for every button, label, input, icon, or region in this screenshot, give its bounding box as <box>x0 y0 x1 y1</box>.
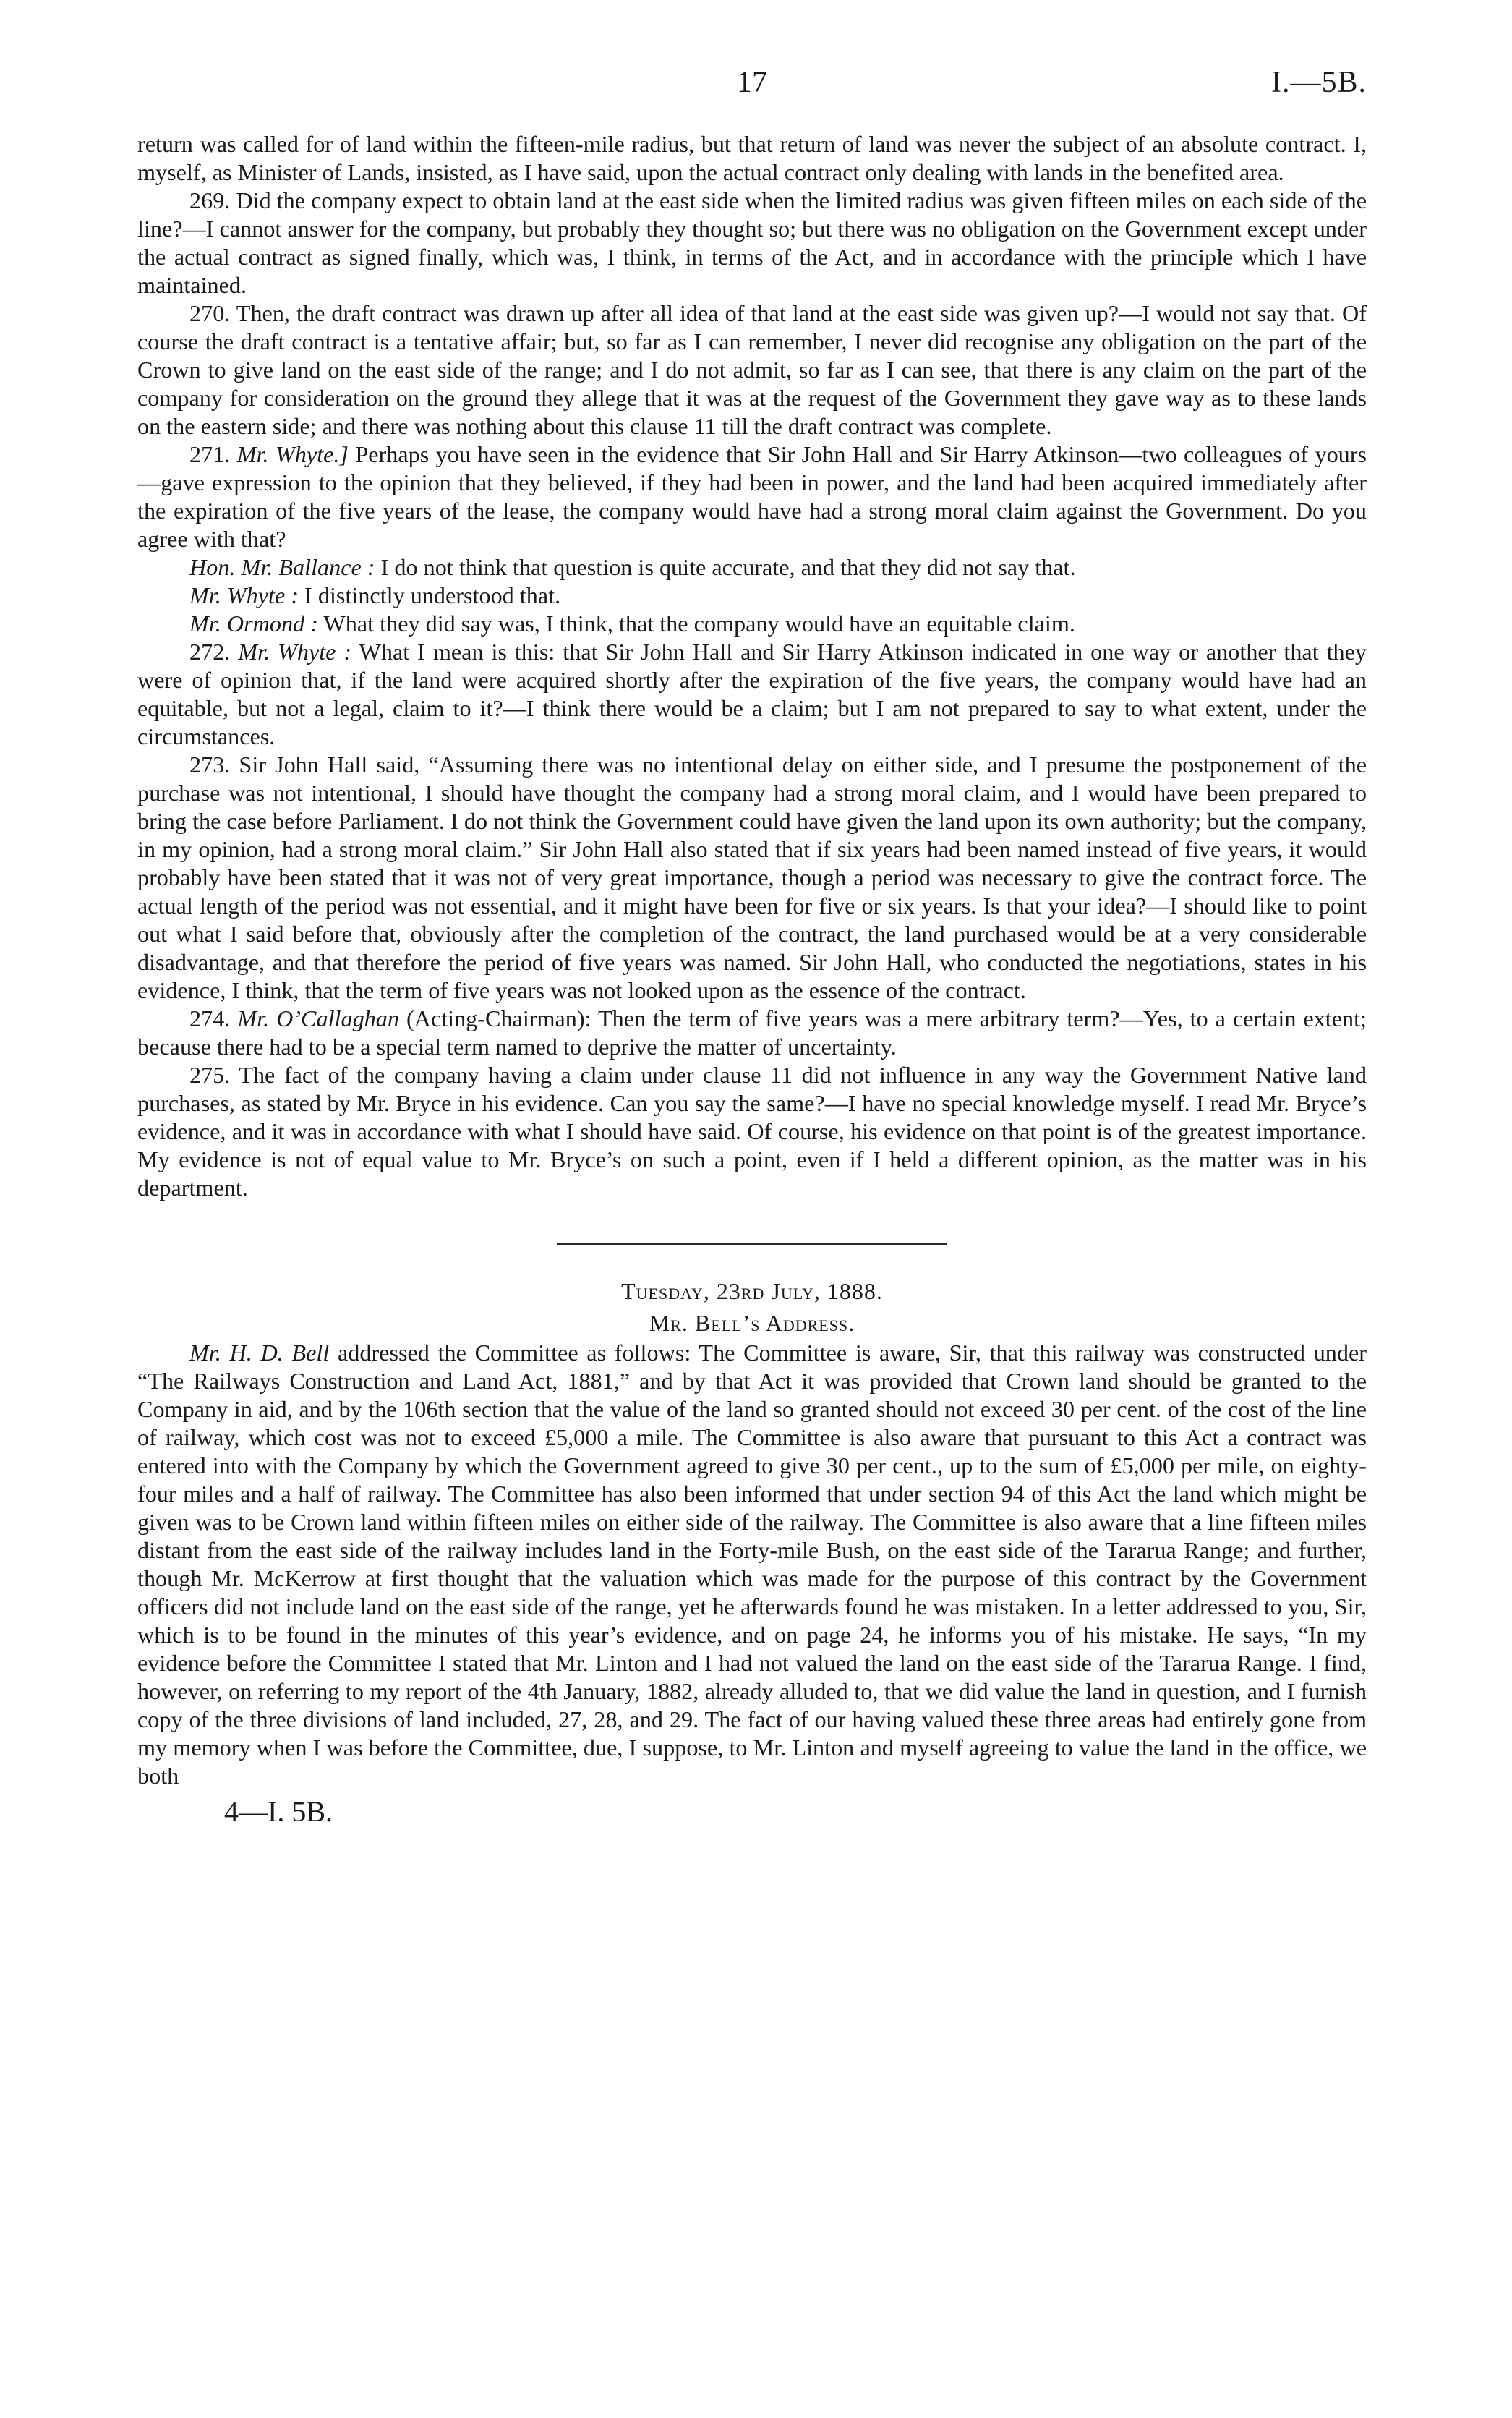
paragraph-text: I distinctly understood that. <box>304 582 561 608</box>
paragraph-text: Sir John Hall said, “Assuming there was no intentional delay on either side, and I presume the postponement of the purchase was not intentional, I should have thought the company had a strong moral claim, and I would have been prepared to bring the case before Parliament. I do not think the Government could have given the land upon its own authority; but the company, in my opinion, had a strong moral claim.” Sir John Hall also stated that if six years had been named instead of five years, it would probably have been stated that it was not of very great importance, though a period was necessary to give the contract force. The actual length of the period was not essential, and it might have been for five or six years. Is that your idea?—I should like to point out what I said before that, obviously after the completion of the contract, the land purchased would be at a very considerable disadvantage, and that therefore the period of five years was named. Sir John Hall, who conducted the negotiations, states in his evidence, I think, that the term of five years was not looked upon as the essence of the contract. <box>137 752 1367 1003</box>
paragraph-text: The fact of the company having a claim under clause 11 did not influence in any way the Government Native land purchases, as stated by Mr. Bryce in his evidence. Can you say the same?—I have no special knowledge myself. I read Mr. Bryce’s evidence, and it was in accordance with what I should have said. Of course, his evidence on that point is of the greatest importance. My evidence is not of equal value to Mr. Bryce’s on such a point, even if I held a different opinion, as the matter was in his department. <box>137 1062 1367 1201</box>
speaker-name: Mr. Ormond : <box>189 610 318 637</box>
section-title: Mr. Bell’s Address. <box>649 1310 855 1336</box>
document-page <box>137 65 1367 1826</box>
body-text <box>137 130 1367 1826</box>
section-date: Tuesday, 23rd July, 1888. <box>621 1278 883 1304</box>
speaker-name: Mr. Whyte : <box>238 639 352 665</box>
paragraph-text: What I mean is this: that Sir John Hall and Sir Harry Atkinson indicated in one way or another that they were of opinion that, if the land were acquired shortly after the expiration of the five years, the company would have had an equitable, but not a legal, claim to it?—I think there would be a claim; but I am not prepared to say to what extent, under the circumstances. <box>137 639 1367 749</box>
question-number: 270. <box>189 300 231 326</box>
question-number: 274. <box>189 1005 231 1031</box>
paragraph-text: Did the company expect to obtain land at the east side when the limited radius was given fifteen miles on each side of the line?—I cannot answer for the company, but probably they thought so; but there was no obligation on the Government except under the actual contract as signed finally, which was, I think, in terms of the Act, and in accordance with the principle which I have maintained. <box>137 187 1367 298</box>
question-271 <box>137 440 1367 553</box>
series-reference: I.—5B. <box>1271 66 1367 99</box>
address-paragraph <box>137 1339 1367 1790</box>
section-divider <box>557 1243 947 1245</box>
speaker-name: Mr. Whyte.] <box>236 441 349 467</box>
paragraph-text: Perhaps you have seen in the evidence that Sir John Hall and Sir Harry Atkinson—two colleagues of yours—gave expression to the opinion that they believed, if they had been in power, and the land had been acquired immediately after the expiration of the five years of the lease, the company would have had a strong moral claim against the Government. Do you agree with that? <box>137 441 1367 552</box>
question-274 <box>137 1005 1367 1061</box>
question-273 <box>137 751 1367 1005</box>
paragraph-continuation <box>137 130 1367 187</box>
paragraph-text: What they did say was, I think, that the company would have an equitable claim. <box>323 610 1075 637</box>
paragraph-text: addressed the Committee as follows: The Committee is aware, Sir, that this railway was constructed under “The Railways Construction and Land Act, 1881,” and by that Act it was provided that Crown land should be granted to the Company in aid, and by the 106th section that the value of the land so granted should not exceed 30 per cent. of the cost of the line of railway, which cost was not to exceed £5,000 a mile. The Committee is also aware that pursuant to this Act a contract was entered into with the Company by which the Government agreed to give 30 per cent., up to the sum of £5,000 per mile, on eighty-four miles and a half of railway. The Committee has also been informed that under section 94 of this Act the land which might be given was to be Crown land within fifteen miles on either side of the railway. The Committee is also aware that a line fifteen miles distant from the east side of the railway includes land in the Forty-mile Bush, on the east side of the Tararua Range; and further, though Mr. McKerrow at first thought that the valuation which was made for the purpose of this contract by the Government officers did not include land on the east side of the range, yet he afterwards found he was mistaken. In a letter addressed to you, Sir, which is to be found in the minutes of this year’s evidence, and on page 24, he informs you of his mistake. He says, “In my evidence before the Committee I stated that Mr. Linton and I had not valued the land on the east side of the Tararua Range. I find, however, on referring to my report of the 4th January, 1882, already alluded to, that we did value the land in question, and I furnish copy of the three divisions of land included, 27, 28, and 29. The fact of our having valued these three areas had entirely gone from my memory when I was before the Committee, due, I suppose, to Mr. Linton and myself agreeing to value the land in the office, we both <box>137 1340 1367 1789</box>
paragraph-text: Then, the draft contract was drawn up after all idea of that land at the east side was given up?—I would not say that. Of course the draft contract is a tentative affair; but, so far as I can remember, I never did recognise any obligation on the part of the Crown to give land on the east side of the range; and I do not admit, so far as I can see, that there is any claim on the part of the company for consideration on the ground they allege that it was at the request of the Government they gave way as to these lands on the eastern side; and there was nothing about this clause 11 till the draft contract was complete. <box>137 300 1367 439</box>
signature-mark: 4—I. 5B. <box>224 1795 333 1828</box>
question-number: 269. <box>189 187 231 213</box>
remark-whyte <box>137 582 1367 610</box>
question-272 <box>137 638 1367 751</box>
page-header <box>137 65 1367 130</box>
paragraph-text: (Acting-Chairman): Then the term of five years was a mere arbitrary term?—Yes, to a certain extent; because there had to be a special term named to deprive the matter of uncertainty. <box>137 1005 1367 1060</box>
remark-ballance <box>137 553 1367 582</box>
speaker-name: Mr. H. D. Bell <box>189 1340 330 1366</box>
question-269 <box>137 187 1367 299</box>
speaker-name: Mr. O’Callaghan <box>237 1005 399 1031</box>
question-275 <box>137 1061 1367 1202</box>
remark-ormond <box>137 610 1367 638</box>
question-270 <box>137 299 1367 440</box>
paragraph-text: I do not think that question is quite accurate, and that they did not say that. <box>380 554 1076 580</box>
question-number: 275. <box>189 1062 231 1088</box>
speaker-name: Hon. Mr. Ballance : <box>189 554 375 580</box>
question-number: 271. <box>189 441 231 467</box>
page-number: 17 <box>737 66 767 99</box>
speaker-name: Mr. Whyte : <box>189 582 299 608</box>
question-number: 273. <box>189 752 231 778</box>
question-number: 272. <box>189 639 231 665</box>
paragraph-text: return was called for of land within the fifteen-mile radius, but that return of land was never the subject of an absolute contract. I, myself, as Minister of Lands, insisted, as I have said, upon the actual contract only dealing with lands in the benefited area. <box>137 131 1367 185</box>
